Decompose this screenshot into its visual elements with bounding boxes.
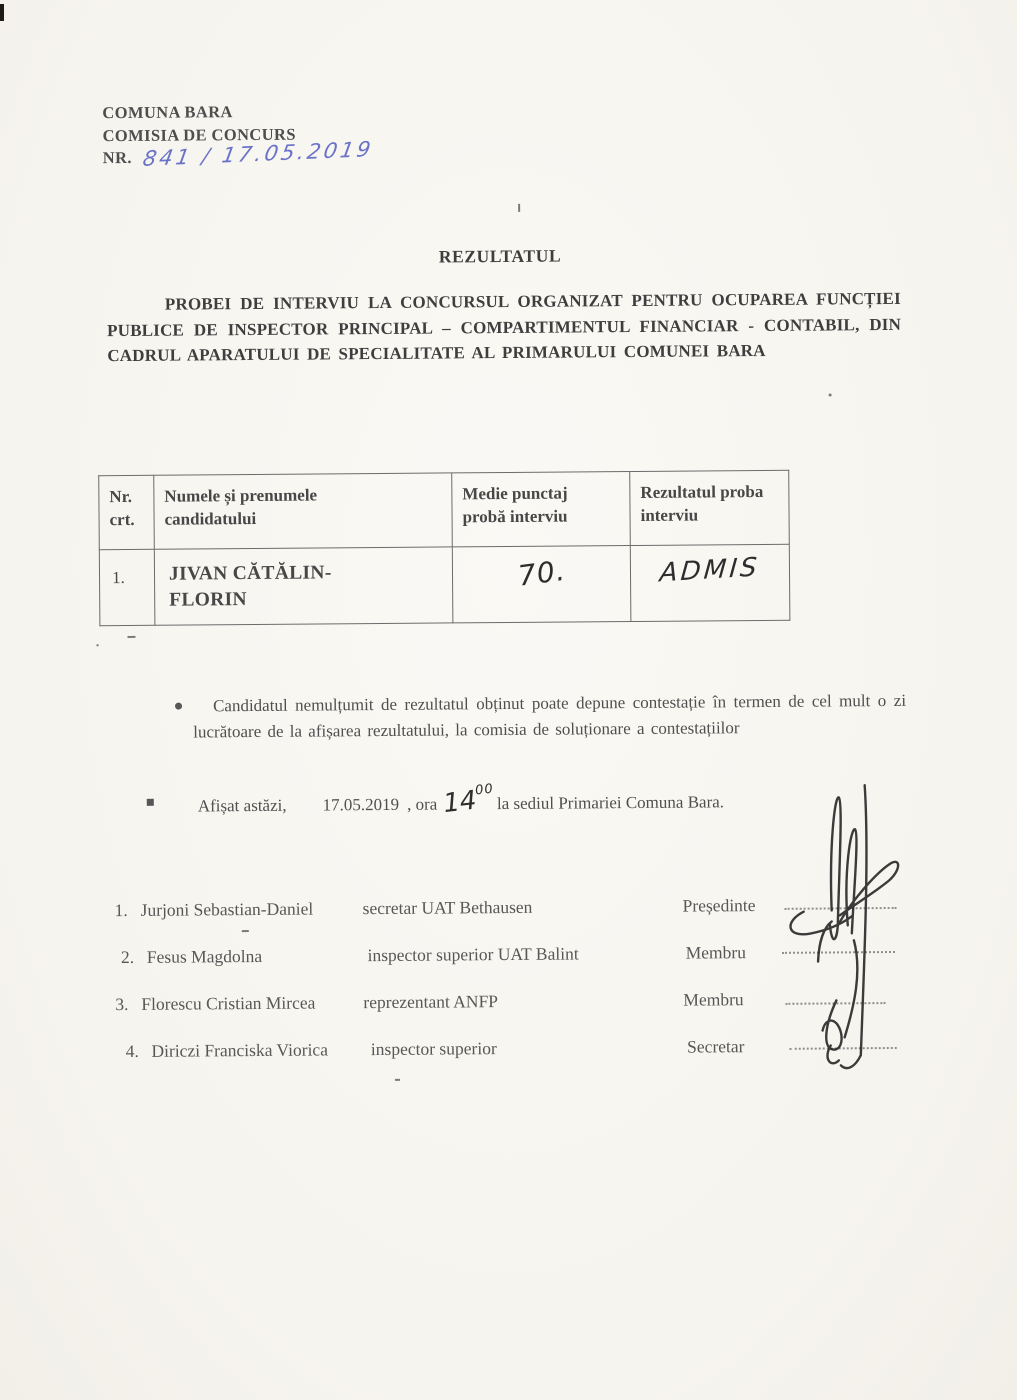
committee-row [116, 1035, 806, 1062]
member-number: 4. [125, 1040, 139, 1062]
member-title: Secretar [687, 1036, 745, 1057]
posted-date: 17.05.2019 [322, 794, 400, 815]
committee-row [115, 988, 805, 1015]
posted-suffix: la sediul Primariei Comuna Bara. [496, 792, 725, 814]
scan-speck [395, 1079, 400, 1081]
member-title: Președinte [682, 895, 756, 916]
member-name: Florescu Cristian Mircea [141, 992, 316, 1014]
member-number: 1. [114, 899, 128, 921]
posted-mid: , ora [406, 794, 438, 814]
cell-row-number: 1. [99, 549, 155, 625]
member-title: Membru [683, 989, 744, 1010]
cell-result-handwritten: ADMIS [630, 544, 790, 621]
member-name: Jurjoni Sebastian-Daniel [140, 898, 314, 920]
member-role: inspector superior UAT Balint [367, 943, 579, 966]
table-header-row [99, 470, 790, 549]
org-name: COMUNA BARA [102, 102, 233, 123]
results-table [98, 470, 790, 626]
header-interview-score: Medie punctaj probă interviu [452, 472, 631, 547]
scan-speck [242, 930, 249, 932]
committee-row [115, 941, 805, 968]
cell-score-handwritten: 70. [452, 546, 631, 623]
scan-speck [829, 393, 832, 396]
posted-prefix: Afișat astăzi, [197, 795, 287, 816]
contestation-note: Candidatul nemulțumit de rezultatul obținut poate depune contestație în termen de cel mult o zi lucrătoare de la afișarea rezultatului, la comisia de soluționare a contestațiilor [193, 690, 907, 741]
member-number: 2. [120, 946, 135, 968]
scan-speck [97, 644, 99, 646]
member-role: inspector superior [370, 1038, 497, 1060]
member-name: Fesus Magdolna [146, 945, 263, 967]
committee-list [115, 894, 806, 1062]
table-row [99, 544, 790, 625]
header-candidate-name: Numele și prenumele candidatului [154, 473, 453, 549]
scan-speck [127, 636, 135, 638]
signature-scribble [773, 775, 925, 1076]
bullet-square-icon [147, 799, 154, 806]
member-number: 3. [115, 993, 129, 1015]
cell-candidate-name: JIVAN CĂTĂLIN-FLORIN [154, 547, 453, 625]
bullet-dot-icon [175, 703, 182, 710]
committee-row [115, 894, 805, 921]
nr-label: NR. [102, 147, 132, 168]
document-subtitle: PROBEI DE INTERVIU LA CONCURSUL ORGANIZAT PENTRU OCUPAREA FUNCȚIEI PUBLICE DE INSPECTOR PRINCIPAL – COMPARTIMENTUL FINANCIAR - CONTABIL, DIN CADRUL APARATULUI DE SPECIALITATE AL PRIMARULUI COMUNEI BARA [107, 288, 902, 366]
member-role: reprezentant ANFP [363, 991, 499, 1013]
scan-speck [518, 204, 520, 212]
posted-hour-handwritten: $14^{00}$ [442, 781, 495, 820]
header-nr-crt: Nr. crt. [99, 475, 155, 549]
document-header [102, 100, 376, 171]
member-title: Membru [685, 942, 747, 963]
member-name: Diriczi Franciska Viorica [151, 1039, 329, 1061]
registration-number-row [102, 137, 376, 171]
document-title: REZULTATUL [438, 245, 562, 267]
nr-value-handwritten: 841 / 17.05.2019 [141, 137, 376, 171]
member-role: secretar UAT Bethausen [362, 896, 533, 919]
commission-name: COMISIA DE CONCURS [102, 124, 296, 145]
header-interview-result: Rezultatul proba interviu [630, 470, 790, 545]
